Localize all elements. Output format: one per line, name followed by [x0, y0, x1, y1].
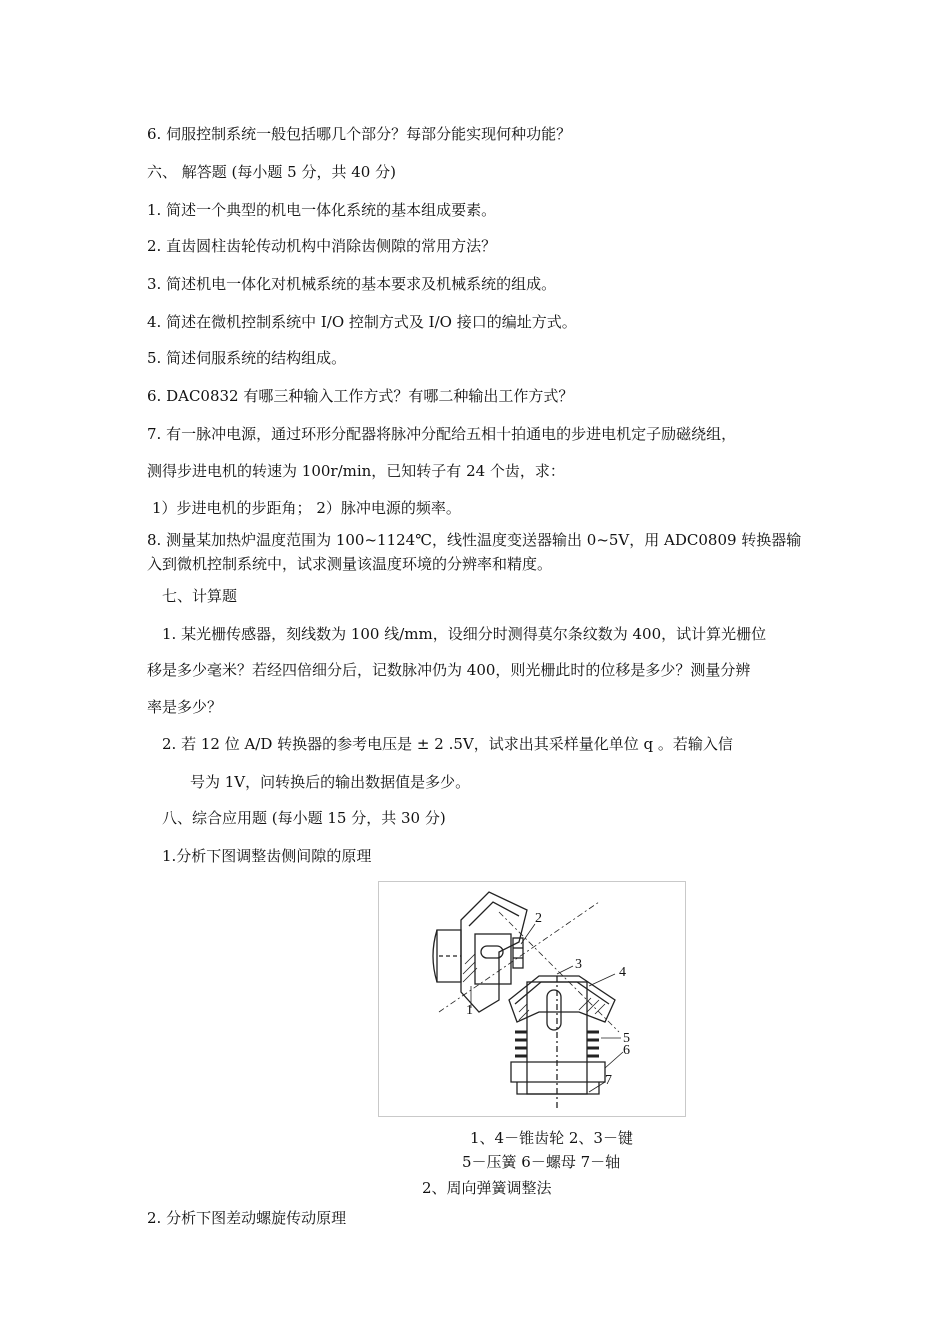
- question-6-1: 1. 简述一个典型的机电一体化系统的基本组成要素。: [147, 201, 497, 219]
- bevel-gear-drawing: [379, 882, 685, 1116]
- figure-caption-line1: 1、4－锥齿轮 2、3－键: [470, 1129, 633, 1147]
- question-7-1-line3: 率是多少？: [147, 698, 223, 716]
- figure-caption-line2: 5－压簧 6－螺母 7－轴: [462, 1153, 621, 1171]
- question-6-2: 2. 直齿圆柱齿轮传动机构中消除齿侧隙的常用方法？: [147, 237, 497, 255]
- figure-label-5: 5: [623, 1031, 630, 1046]
- question-6-8-line1: 8. 测量某加热炉温度范围为 100~1124℃，线性温度变送器输出 0~5V，用 ADC0809 转换器输: [147, 531, 802, 549]
- figure-label-2: 2: [535, 911, 542, 926]
- figure-label-6: 6: [623, 1043, 630, 1058]
- figure-label-4: 4: [619, 965, 626, 980]
- figure-label-3: 3: [575, 957, 582, 972]
- question-6-3: 3. 简述机电一体化对机械系统的基本要求及机械系统的组成。: [147, 275, 557, 293]
- question-7-2-line1: 2. 若 12 位 A/D 转换器的参考电压是 ± 2 .5V，试求出其采样量化单位 q 。若输入信: [162, 735, 733, 753]
- section-6-title: 六、 解答题 (每小题 5 分，共 40 分): [147, 163, 396, 181]
- question-6-5: 5. 简述伺服系统的结构组成。: [147, 349, 347, 367]
- bevel-gear-figure: [378, 881, 686, 1117]
- question-6-6: 6. DAC0832 有哪三种输入工作方式？有哪二种输出工作方式？: [147, 387, 574, 405]
- figure-label-1: 1: [466, 1003, 473, 1018]
- question-8-2: 2. 分析下图差动螺旋传动原理: [147, 1209, 347, 1227]
- question-6-7-line1: 7. 有一脉冲电源，通过环形分配器将脉冲分配给五相十拍通电的步进电机定子励磁绕组，: [147, 425, 737, 443]
- figure-caption-title: 2、周向弹簧调整法: [422, 1179, 552, 1197]
- figure-label-7: 7: [605, 1073, 612, 1088]
- question-7-1-line1: 1. 某光栅传感器，刻线数为 100 线/mm，设细分时测得莫尔条纹数为 400，试计算光栅位: [162, 625, 767, 643]
- question-6-4: 4. 简述在微机控制系统中 I/O 控制方式及 I/O 接口的编址方式。: [147, 313, 577, 331]
- question-7-2-line2: 号为 1V，问转换后的输出数据值是多少。: [190, 773, 471, 791]
- question-7-1-line2: 移是多少毫米？若经四倍细分后，记数脉冲仍为 400，则光栅此时的位移是多少？测量分辨: [147, 661, 751, 679]
- question-6-8-line2: 入到微机控制系统中，试求测量该温度环境的分辨率和精度。: [147, 555, 553, 573]
- section-8-title: 八、综合应用题 (每小题 15 分，共 30 分): [162, 809, 446, 827]
- question-6-7-line2: 测得步进电机的转速为 100r/min，已知转子有 24 个齿，求：: [147, 462, 565, 480]
- question-6-7-line3: 1）步进电机的步距角； 2）脉冲电源的频率。: [152, 499, 461, 517]
- question-servo-control: 6. 伺服控制系统一般包括哪几个部分？每部分能实现何种功能？: [147, 125, 572, 143]
- section-7-title: 七、计算题: [162, 587, 238, 605]
- question-8-1: 1.分析下图调整齿侧间隙的原理: [162, 847, 372, 865]
